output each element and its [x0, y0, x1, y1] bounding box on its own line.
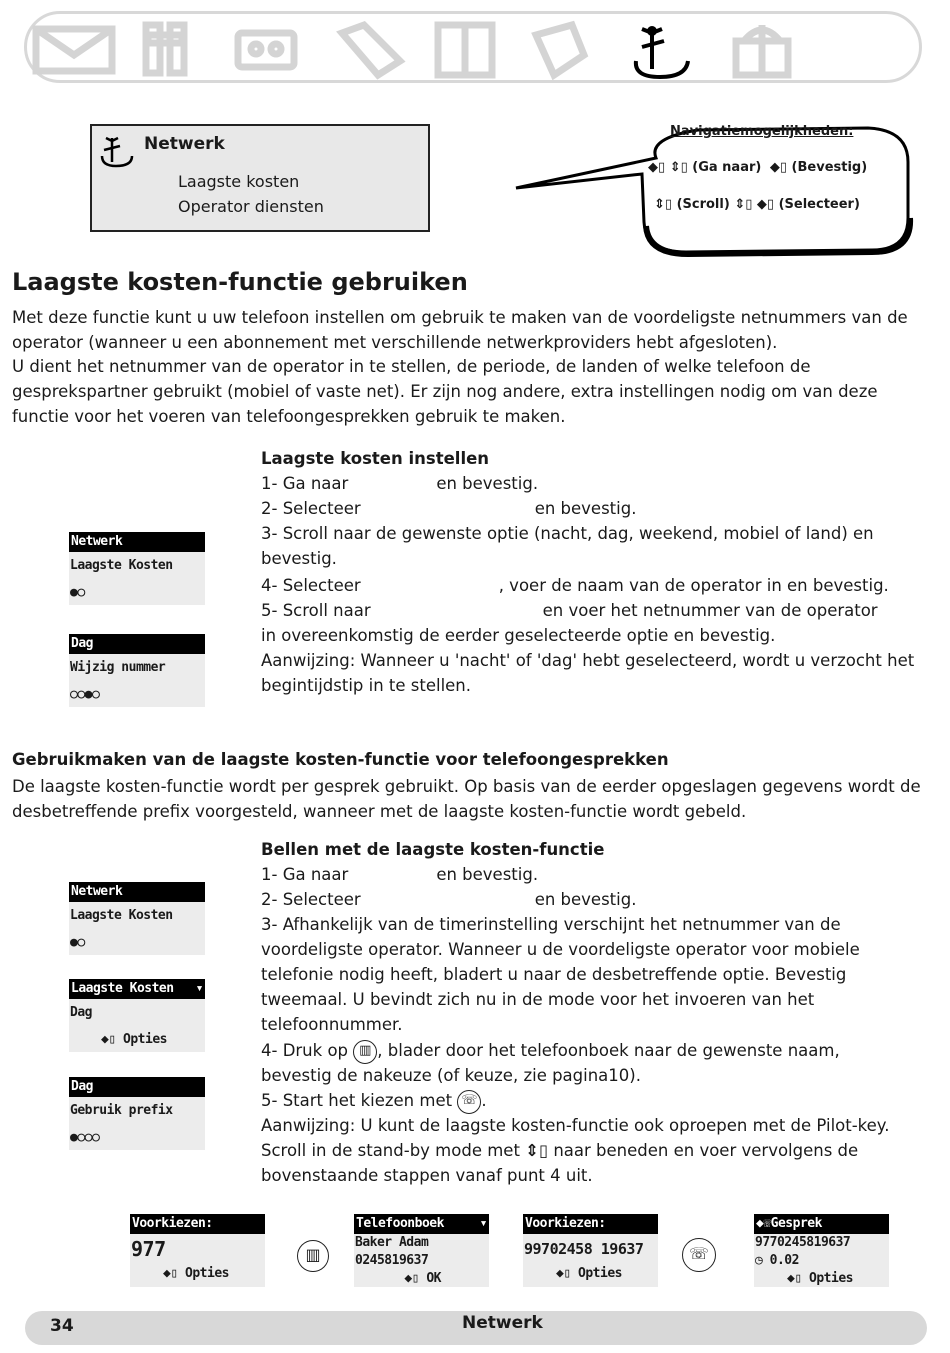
lcd-input-value: 977: [131, 1237, 166, 1261]
step-text: 2- Selecteer: [261, 890, 361, 909]
calling-note-2: [261, 1138, 921, 1163]
arrow-key-icon: ◆▯: [756, 197, 775, 212]
setup-step-1: [261, 471, 921, 496]
lcd-timer: ◷ 0.02: [755, 1253, 799, 1268]
lcd-row: Wijzig nummer: [70, 660, 166, 675]
network-menu-box: [90, 124, 430, 232]
calling-step-2: [261, 887, 921, 912]
calling-note-1: Aanwijzing: U kunt de laagste kosten-functie ook oproepen met de Pilot-key.: [261, 1116, 890, 1135]
lcd-title: [69, 979, 205, 999]
lcd-screen-laagste-kosten: [69, 979, 205, 1052]
lcd-title: Netwerk: [69, 882, 205, 902]
lcd-title: Netwerk: [69, 532, 205, 552]
step-text: en bevestig.: [436, 865, 539, 884]
lcd-screen-netwerk: [69, 882, 205, 955]
step-text: 4- Druk op: [261, 1041, 349, 1060]
setup-step-4: [261, 573, 921, 598]
lcd-row: Laagste Kosten: [70, 558, 173, 573]
lcd-row: Gebruik prefix: [70, 1103, 173, 1118]
calling-heading: Bellen met de laagste kosten-functie: [261, 840, 605, 859]
phonebook-key-icon: ▥: [353, 1040, 377, 1064]
lcd-title: [354, 1214, 489, 1234]
lcd-screen-dag: [69, 1077, 205, 1150]
call-key-icon: ☏: [457, 1090, 481, 1114]
lcd-page-dots: ○○●○: [70, 687, 100, 702]
usage-paragraph: De laagste kosten-functie wordt per gesprek gebruikt. Op basis van de eerder opgeslagen gegevens wordt de desbetreffende prefix voorgesteld, wanneer met de laagste kosten-functie wordt gebeld.: [12, 777, 921, 821]
setup-heading: Laagste kosten instellen: [261, 449, 490, 468]
step-text: naar beneden en voer vervolgens de: [553, 1141, 859, 1160]
lcd-page-dots: ●○: [70, 585, 85, 600]
call-key-icon: ☏: [682, 1238, 716, 1272]
lcd-screen-telefoonboek: [354, 1214, 489, 1287]
calling-note-3: bovenstaande stappen vanaf punt 4 uit.: [261, 1166, 593, 1185]
menu-item-operator-diensten[interactable]: Operator diensten: [178, 197, 324, 216]
usage-heading: Gebruikmaken van de laagste kosten-functie voor telefoongesprekken: [12, 750, 669, 769]
step-text: 2- Selecteer: [261, 499, 361, 518]
lcd-softkey: ◆▯ OK: [404, 1271, 441, 1286]
nav-scroll-label: (Scroll): [676, 197, 730, 212]
lcd-screen-gesprek: [754, 1214, 889, 1287]
arrow-key-icon: ◆▯: [769, 160, 788, 175]
lcd-title: Dag: [69, 634, 205, 654]
menu-title: Netwerk: [144, 134, 225, 154]
handshake-icon: [536, 25, 584, 75]
step-text: 5- Scroll naar: [261, 601, 371, 620]
lcd-screen-netwerk: [69, 532, 205, 605]
lcd-title-text: Laagste Kosten: [71, 981, 174, 996]
nav-row-2: [654, 197, 860, 212]
phone-note-icon: [342, 25, 400, 75]
step-text: 5- Start het kiezen met: [261, 1091, 453, 1110]
step-text: en bevestig.: [534, 890, 637, 909]
book-icon: [438, 25, 492, 75]
nav-select-label: (Selecteer): [778, 197, 860, 212]
step-text: 1- Ga naar: [261, 474, 349, 493]
lcd-row: Laagste Kosten: [70, 908, 173, 923]
section-name: Netwerk: [462, 1313, 543, 1333]
setup-step-5: [261, 598, 921, 623]
step-text: 4- Selecteer: [261, 576, 361, 595]
lcd-title: Voorkiezen:: [130, 1214, 265, 1234]
lcd-softkey: ◆▯ Opties: [101, 1032, 167, 1047]
calling-step-3: 3- Afhankelijk van de timerinstelling verschijnt het netnummer van de voordeligste operator. Wanneer u de voordeligste operator voor mobiele telefonie nodig heeft, bladert u naar de desbetreffende optie. Bevestig tweemaal. U bevindt zich nu in de mode voor het invoeren van het telefoonnummer.: [261, 915, 860, 1034]
scroll-key-icon: ⇕▯: [734, 197, 753, 212]
lcd-title: ◆☏Gesprek: [754, 1214, 889, 1234]
lcd-title: Dag: [69, 1077, 205, 1097]
scroll-arrow-icon: ▾: [479, 1216, 487, 1231]
navigation-bubble: [508, 122, 918, 262]
step-text: .: [481, 1091, 487, 1110]
page-title: Laagste kosten-functie gebruiken: [12, 268, 468, 296]
lcd-title-text: Telefoonboek: [356, 1216, 444, 1231]
lcd-page-dots: ●○○○: [70, 1130, 100, 1145]
setup-note: Aanwijzing: Wanneer u 'nacht' of 'dag' hebt geselecteerd, wordt u verzocht het begintijdstip in te stellen.: [261, 651, 915, 695]
calling-step-1: [261, 862, 921, 887]
lcd-softkey: ◆▯ Opties: [787, 1271, 853, 1286]
lcd-screen-voorkiezen: [130, 1214, 265, 1287]
nav-row-1: [648, 160, 867, 175]
step-text: en voer het netnummer van de operator: [542, 601, 878, 620]
calling-step-4: [261, 1038, 921, 1063]
calling-step-4-cont: bevestig de nakeuze (of keuze, zie pagina10).: [261, 1066, 641, 1085]
lcd-screen-voorkiezen-full: [523, 1214, 658, 1287]
step-text: Scroll in de stand-by mode met: [261, 1141, 520, 1160]
step-text: , voer de naam van de operator in en bevestig.: [498, 576, 889, 595]
lcd-row: 0245819637: [355, 1253, 429, 1268]
calling-step-5: [261, 1088, 921, 1113]
settings-icon: [146, 25, 184, 73]
setup-section: [261, 446, 921, 698]
scroll-arrow-icon: ▾: [195, 981, 203, 996]
lcd-page-dots: ●○: [70, 935, 85, 950]
step-text: en bevestig.: [534, 499, 637, 518]
nav-goto-label: (Ga naar): [692, 160, 762, 175]
cassette-icon: [238, 33, 294, 67]
phonebook-key-icon: ▥: [297, 1240, 329, 1272]
lcd-title: Voorkiezen:: [523, 1214, 658, 1234]
setup-step-2: [261, 496, 921, 521]
step-text: , blader door het telefoonboek naar de gewenste naam,: [377, 1041, 840, 1060]
lcd-softkey: ◆▯ Opties: [556, 1266, 622, 1281]
envelope-icon: [36, 29, 112, 71]
step-text: 1- Ga naar: [261, 865, 349, 884]
lcd-screen-dag: [69, 634, 205, 707]
nav-confirm-label: (Bevestig): [791, 160, 868, 175]
lcd-softkey: ◆▯ Opties: [163, 1266, 229, 1281]
lcd-row: Dag: [70, 1005, 92, 1020]
lcd-row: Baker Adam: [355, 1235, 429, 1250]
scroll-key-icon: ⇕▯: [654, 197, 673, 212]
header-icons: [24, 11, 922, 83]
lcd-input-value: 99702458 19637: [524, 1240, 644, 1258]
menu-item-laagste-kosten[interactable]: Laagste kosten: [178, 172, 300, 191]
scroll-key-icon: ⇕▯: [669, 160, 688, 175]
page-number: 34: [50, 1316, 74, 1336]
navigation-heading: Navigatiemogelijkheden:: [670, 124, 854, 139]
step-text: en bevestig.: [436, 474, 539, 493]
gift-icon: [736, 25, 788, 75]
network-antenna-icon: [98, 134, 138, 168]
intro-paragraph-2: U dient het netnummer van de operator in te stellen, de periode, de landen of welke telefoon de gesprekspartner gebruikt (mobiel of vaste net). Er zijn nog andere, extra instellingen nodig om van deze functie voor het voeren van telefoongesprekken gebruik te maken.: [12, 357, 878, 426]
intro-paragraph-1: Met deze functie kunt u uw telefoon instellen om gebruik te maken van de voordeligste netnummers van de operator (wanneer u een abonnement met verschillende netwerkproviders hebt afgesloten).: [12, 308, 908, 352]
network-antenna-icon: [636, 28, 688, 77]
lcd-row: 9770245819637: [755, 1235, 851, 1250]
calling-section: [261, 837, 921, 1188]
setup-step-5-cont: in overeenkomstig de eerder geselecteerde optie en bevestig.: [261, 626, 776, 645]
scroll-key-icon: ⇕▯: [525, 1141, 549, 1160]
setup-step-3: 3- Scroll naar de gewenste optie (nacht, dag, weekend, mobiel of land) en bevestig.: [261, 524, 874, 568]
arrow-key-icon: ◆▯: [648, 160, 666, 175]
